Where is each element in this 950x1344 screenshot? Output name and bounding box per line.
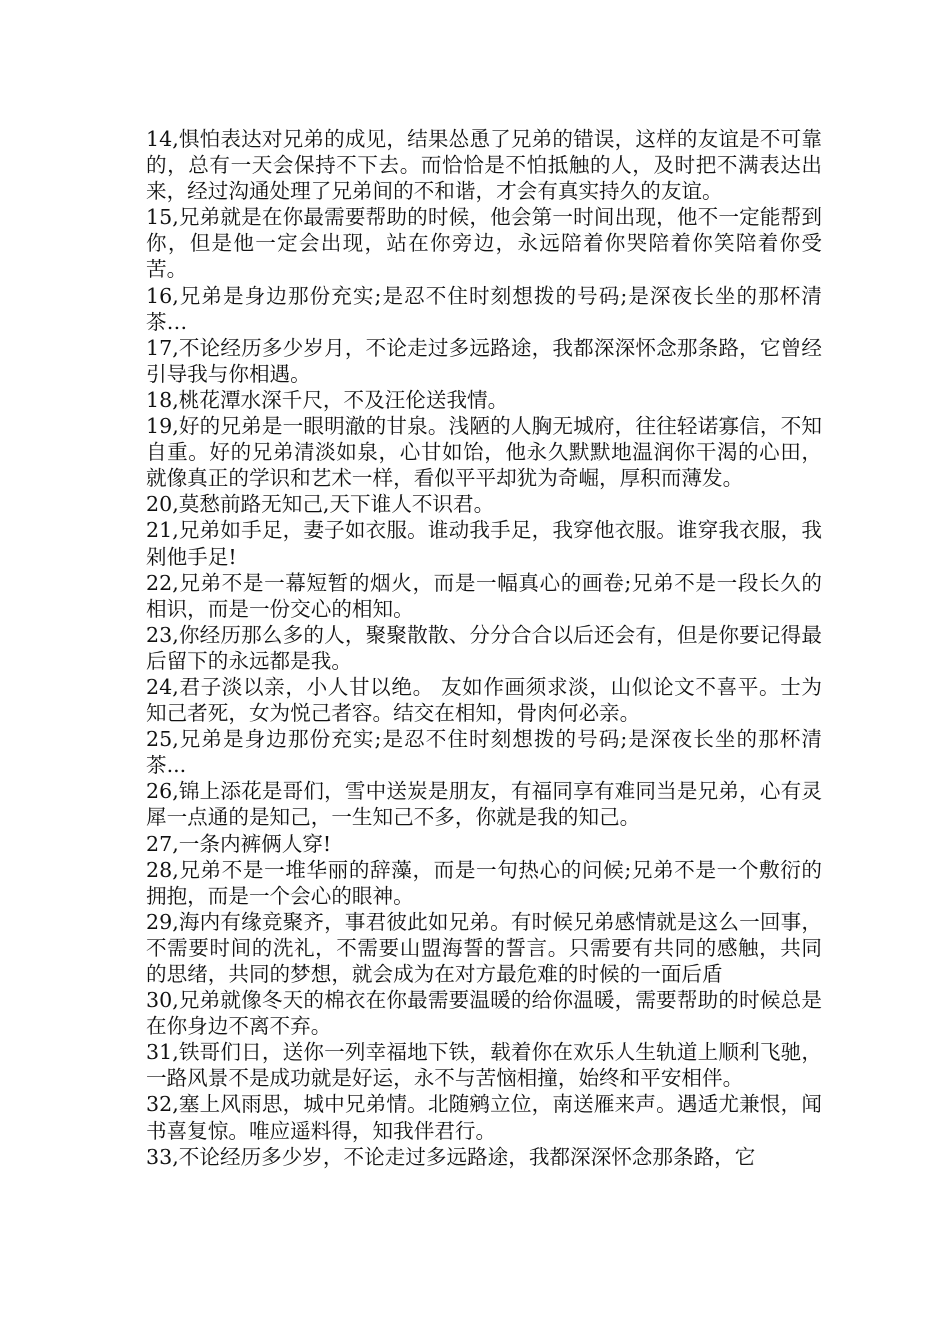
paragraph-16: 16,兄弟是身边那份充实;是忍不住时刻想拨的号码;是深夜长坐的那杯清茶… <box>146 283 822 334</box>
paragraph-21: 21,兄弟如手足，妻子如衣服。谁动我手足，我穿他衣服。谁穿我衣服，我剁他手足! <box>146 518 822 569</box>
paragraph-33: 33,不论经历多少岁，不论走过多远路途，我都深深怀念那条路，它 <box>146 1144 756 1169</box>
paragraph-32: 32,塞上风雨思，城中兄弟情。北随鹓立位，南送雁来声。遇适尤兼恨，闻书喜复惊。唯应遥料得，知我伴君行。 <box>146 1092 822 1143</box>
paragraph-20: 20,莫愁前路无知己,天下谁人不识君。 <box>146 492 495 517</box>
paragraph-17: 17,不论经历多少岁月，不论走过多远路途，我都深深怀念那条路，它曾经引导我与你相遇。 <box>146 335 822 386</box>
paragraph-18: 18,桃花潭水深千尺，不及汪伦送我情。 <box>146 387 509 412</box>
paragraph-24: 24,君子淡以亲，小人甘以绝。 友如作画须求淡，山似论文不喜平。士为知己者死，女为悦己者容。结交在相知，骨肉何必亲。 <box>146 674 822 726</box>
paragraph-26: 26,锦上添花是哥们，雪中送炭是朋友，有福同享有难同当是兄弟，心有灵犀一点通的是知己，一生知己不多，你就是我的知己。 <box>146 779 822 830</box>
paragraph-19: 19,好的兄弟是一眼明澈的甘泉。浅陋的人胸无城府，往往轻诺寡信，不知自重。好的兄弟清淡如泉，心甘如饴，他永久默默地温润你干渴的心田，就像真正的学识和艺术一样，看似平平却犹为奇崛，厚积而薄发。 <box>146 414 822 491</box>
paragraph-14: 14,惧怕表达对兄弟的成见，结果怂恿了兄弟的错误，这样的友谊是不可靠的，总有一天会保持不下去。而恰恰是不怕抵触的人，及时把不满表达出来，经过沟通处理了兄弟间的不和谐，才会有真实持久的友谊。 <box>146 127 822 204</box>
paragraph-29: 29,海内有缘竞聚齐，事君彼此如兄弟。有时候兄弟感情就是这么一回事，不需要时间的洗礼，不需要山盟海誓的誓言。只需要有共同的感触，共同的思绪，共同的梦想，就会成为在对方最危难的时候的一面后盾 <box>146 909 822 986</box>
paragraph-25: 25,兄弟是身边那份充实;是忍不住时刻想拨的号码;是深夜长坐的那杯清茶... <box>146 727 822 778</box>
paragraph-15: 15,兄弟就是在你最需要帮助的时候，他会第一时间出现，他不一定能帮到你，但是他一定会出现，站在你旁边，永远陪着你哭陪着你笑陪着你受苦。 <box>146 205 822 282</box>
paragraph-30: 30,兄弟就像冬天的棉衣在你最需要温暖的给你温暖，需要帮助的时候总是在你身边不离不弃。 <box>146 988 822 1039</box>
paragraph-28: 28,兄弟不是一堆华丽的辞藻，而是一句热心的问候;兄弟不是一个敷衍的拥抱，而是一个会心的眼神。 <box>146 857 822 908</box>
paragraph-23: 23,你经历那么多的人，聚聚散散、分分合合以后还会有，但是你要记得最后留下的永远都是我。 <box>146 622 822 673</box>
document-body <box>146 126 822 1170</box>
paragraph-22: 22,兄弟不是一幕短暂的烟火，而是一幅真心的画卷;兄弟不是一段长久的相识，而是一份交心的相知。 <box>146 570 822 621</box>
paragraph-27: 27,一条内裤俩人穿! <box>146 831 332 856</box>
paragraph-31: 31,铁哥们日，送你一列幸福地下铁，载着你在欢乐人生轨道上顺利飞驰，一路风景不是成功就是好运，永不与苦恼相撞，始终和平安相伴。 <box>146 1040 822 1091</box>
